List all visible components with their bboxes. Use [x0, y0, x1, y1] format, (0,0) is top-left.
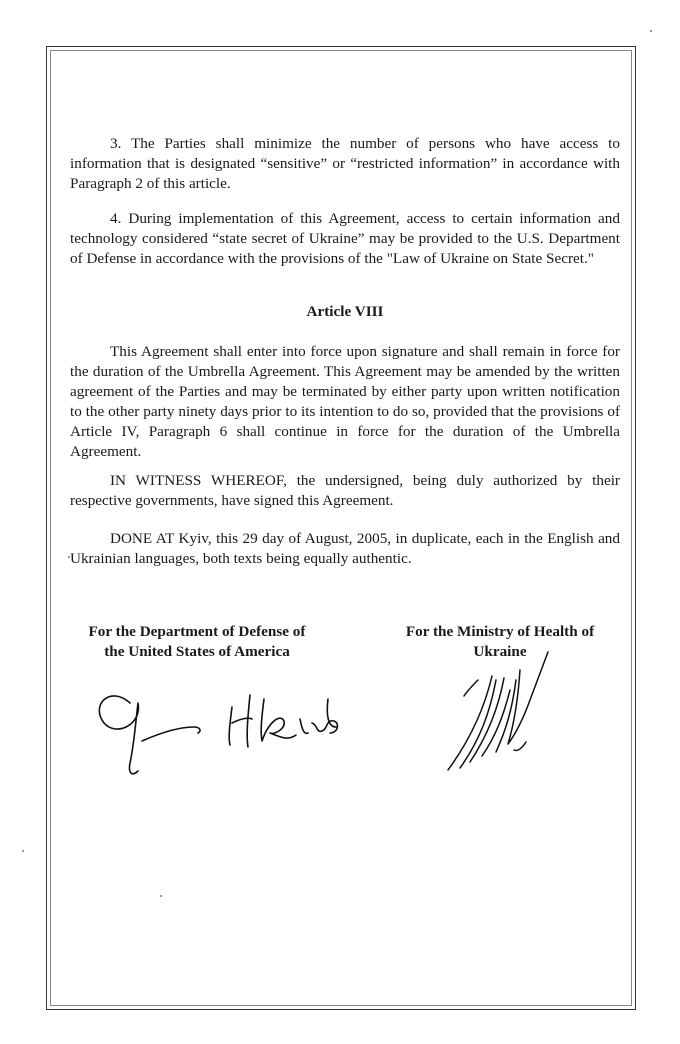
paragraph-3-text: 3. The Parties shall minimize the number of persons who have access to information that is designated “sensitive” or “restricted information” in accordance with Paragraph 2 of this article.	[70, 135, 620, 192]
signature-block-us-line2: the United States of America	[104, 643, 290, 660]
paragraph-witness	[70, 471, 620, 511]
paragraph-entry-into-force-text: This Agreement shall enter into force upon signature and shall remain in force for the duration of the Umbrella Agreement. This Agreement may be amended by the written agreement of the Parties and may be terminated by either party upon written notification to the other party ninety days prior to its intention to do so, provided that the provisions of Article IV, Paragraph 6 shall continue in force for the duration of the Umbrella Agreement.	[70, 343, 620, 460]
scan-speck	[650, 30, 652, 32]
paragraph-3	[70, 134, 620, 194]
paragraph-done-at	[70, 529, 620, 569]
signature-block-ukraine-line1: For the Ministry of Health of	[405, 623, 595, 640]
handwritten-signature-ukraine	[430, 640, 570, 780]
signature-block-ukraine-line2: Ukraine	[473, 643, 527, 660]
paragraph-4-text: 4. During implementation of this Agreement, access to certain information and technology considered “state secret of Ukraine” may be provided to the U.S. Department of Defense in accordance with the provisions of the "Law of Ukraine on State Secret."	[70, 210, 620, 267]
paragraph-4	[70, 209, 620, 269]
paragraph-witness-text: IN WITNESS WHEREOF, the undersigned, being duly authorized by their respective governments, have signed this Agreement.	[70, 472, 620, 509]
signature-block-us-line1: For the Department of Defense of	[88, 623, 306, 640]
scan-speck	[160, 895, 162, 897]
scan-speck	[22, 850, 24, 852]
handwritten-signature-us	[90, 675, 360, 785]
paragraph-entry-into-force	[70, 342, 620, 462]
paragraph-done-at-text: DONE AT Kyiv, this 29 day of August, 2005, in duplicate, each in the English and Ukrainian languages, both texts being equally authentic.	[70, 530, 620, 567]
signature-block-us	[72, 622, 322, 662]
article-heading: Article VIII	[306, 303, 384, 320]
scan-speck	[68, 556, 70, 558]
